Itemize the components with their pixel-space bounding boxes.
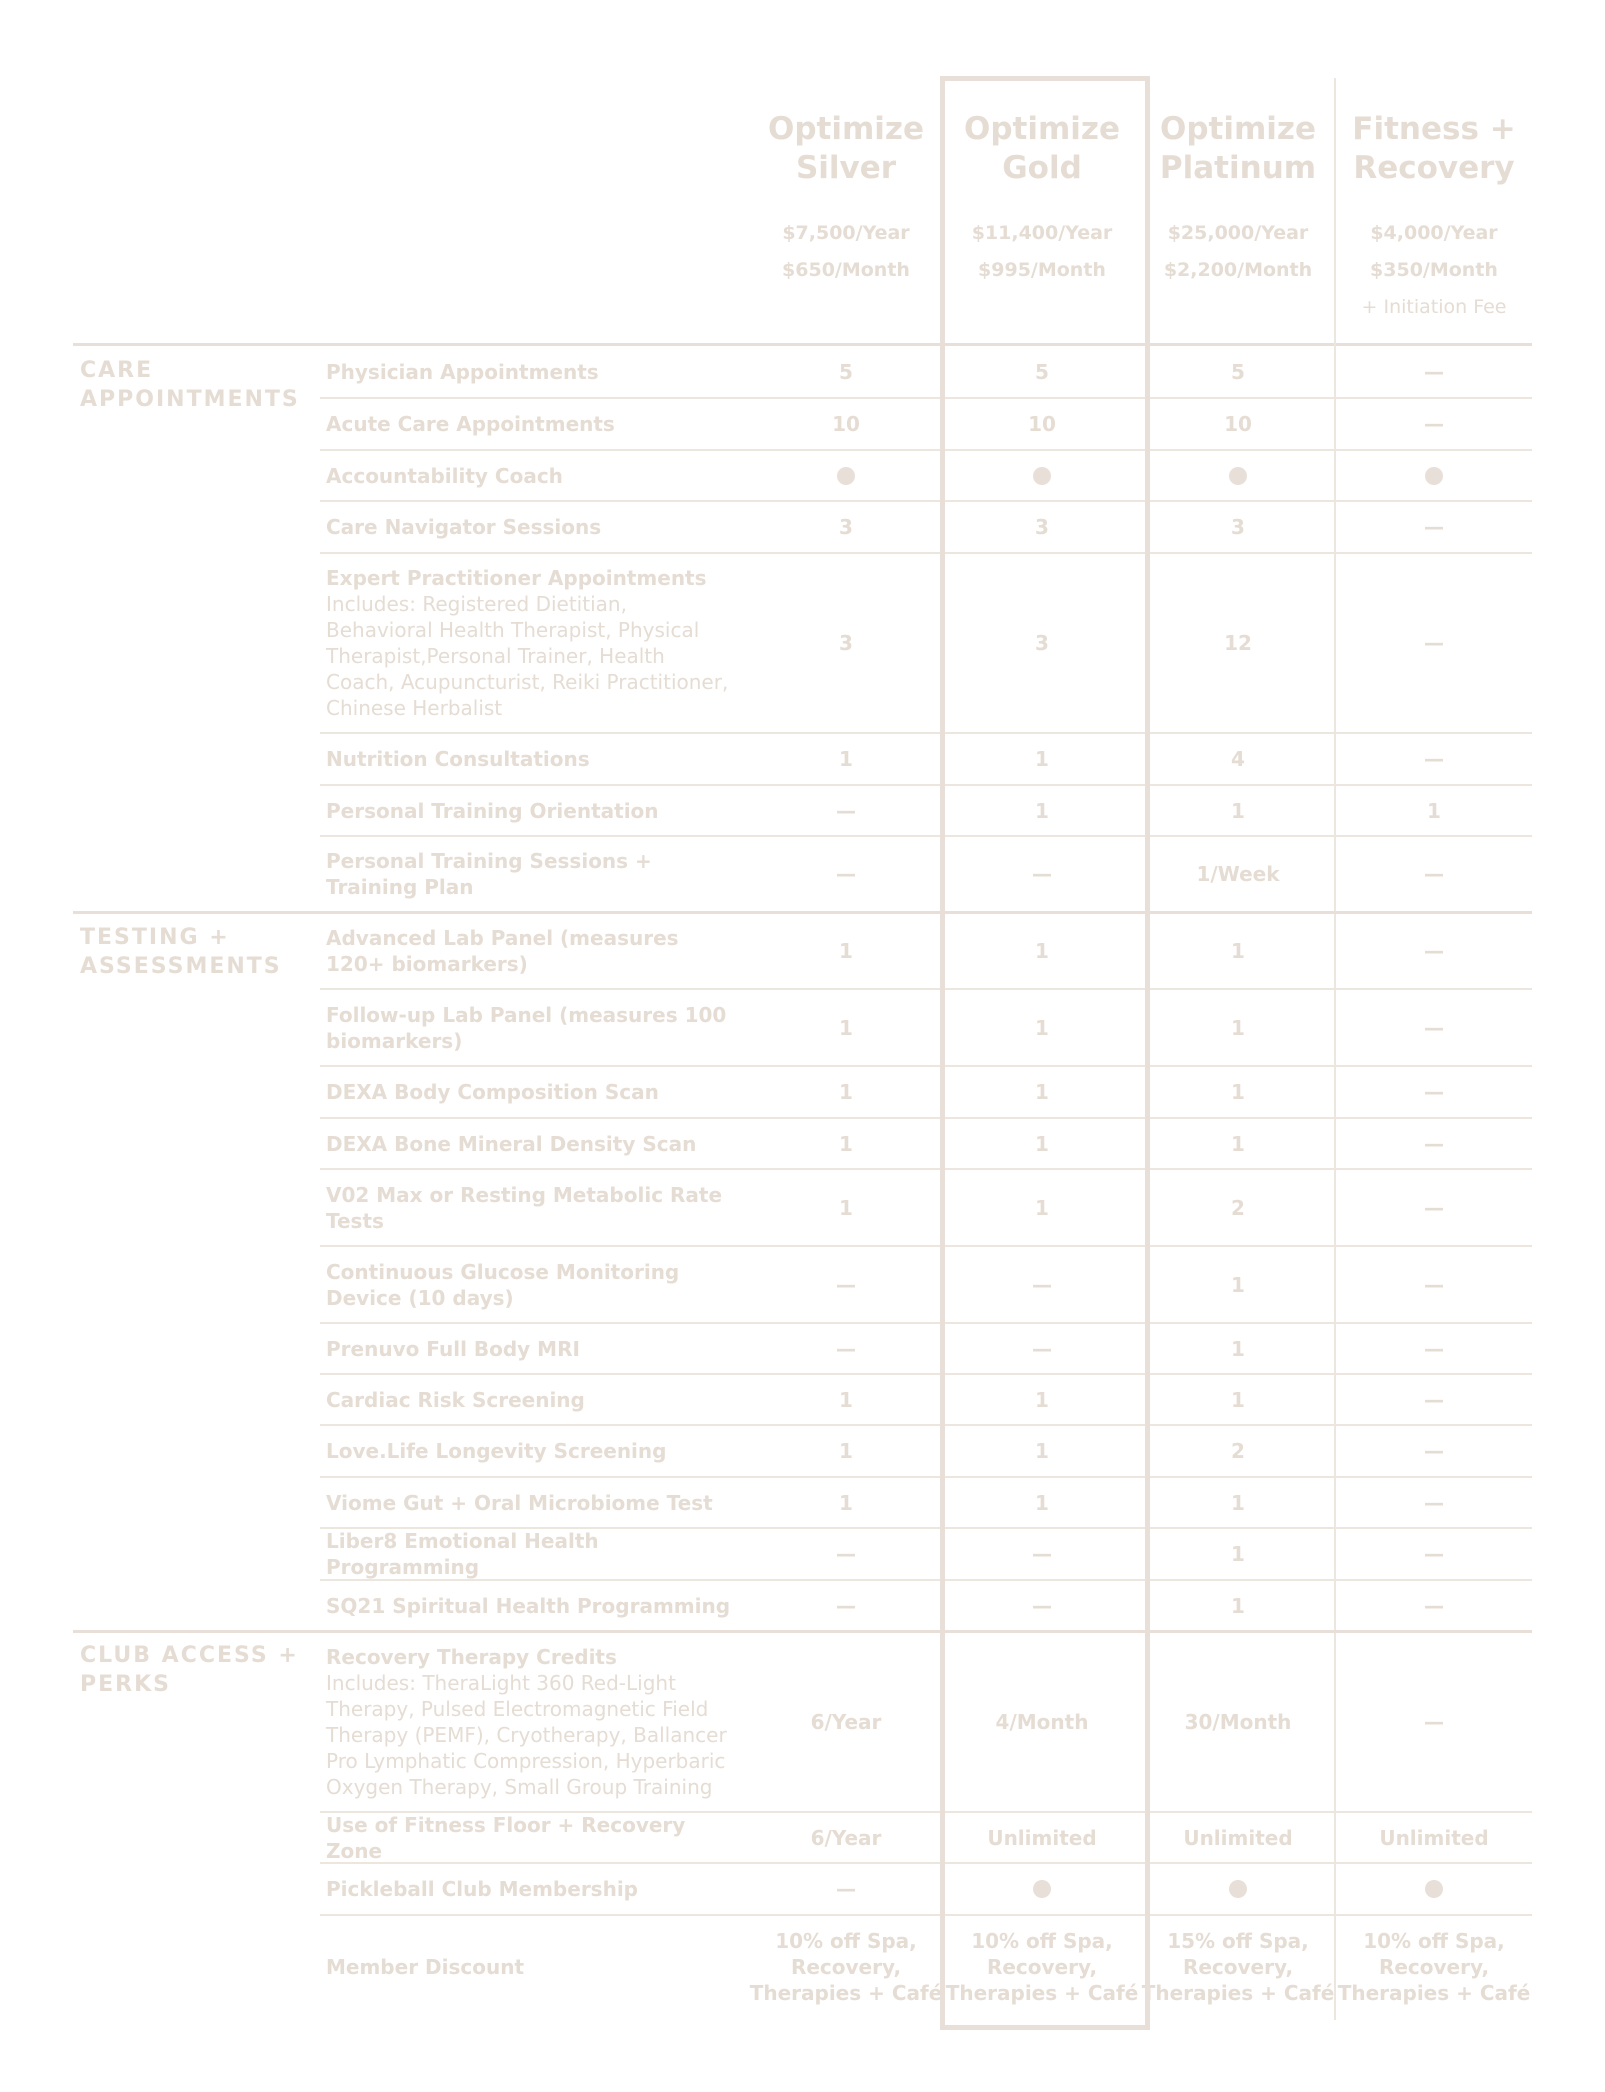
value-cell-optimize-gold: — (1032, 1542, 1052, 1566)
value-cell-optimize-platinum: 12 (1224, 631, 1252, 655)
value-cell-fitness-recovery: — (1424, 631, 1444, 655)
value-cell-optimize-platinum: 1 (1231, 1272, 1245, 1297)
section-title-testing-assessments: TESTING + ASSESSMENTS (80, 925, 282, 979)
section-title-care-appointments: CARE APPOINTMENTS (80, 358, 300, 412)
value-cell-optimize-silver: 5 (839, 360, 853, 384)
value-cell-optimize-platinum: 1 (1231, 798, 1245, 823)
value-cell-optimize-platinum: 1 (1231, 1015, 1245, 1040)
feature-name: Physician Appointments (326, 360, 599, 384)
feature-name: Personal Training Sessions + Training Plan (326, 849, 652, 899)
value-cell-optimize-silver: 1 (839, 1439, 853, 1463)
value-cell-fitness-recovery: Unlimited (1379, 1825, 1489, 1850)
value-cell-optimize-silver: — (836, 1542, 856, 1566)
value-cell-optimize-gold: 10% off Spa, Recovery, Therapies + Café (945, 1929, 1139, 2005)
feature-name: Pickleball Club Membership (326, 1877, 638, 1901)
value-cell-optimize-gold: 1 (1035, 1131, 1049, 1156)
value-cell-optimize-platinum: 1/Week (1196, 862, 1280, 886)
included-dot-icon (1425, 1880, 1443, 1898)
value-cell-optimize-silver: 1 (839, 939, 853, 963)
value-cell-fitness-recovery: — (1424, 747, 1444, 771)
section-title-club-access-perks: CLUB ACCESS + PERKS (80, 1643, 299, 1697)
value-cell-fitness-recovery (1336, 1863, 1532, 1915)
feature-row-label (326, 398, 738, 450)
feature-name: Accountability Coach (326, 463, 563, 488)
value-cell-optimize-gold: 5 (1035, 360, 1049, 384)
value-cell-optimize-platinum: 1 (1231, 1542, 1245, 1566)
value-cell-optimize-silver: 1 (839, 747, 853, 771)
value-cell-optimize-silver: 1 (839, 1195, 853, 1220)
feature-row-label (326, 1323, 738, 1374)
value-cell-optimize-platinum: 15% off Spa, Recovery, Therapies + Café (1141, 1929, 1335, 2005)
value-cell-optimize-silver: 1 (839, 1015, 853, 1040)
feature-name: Personal Training Orientation (326, 798, 659, 823)
feature-row-label (326, 785, 738, 836)
feature-description: Includes: Registered Dietitian, Behavioral Health Therapist, Physical Therapist,Personal Trainer, Health Coach, Acupuncturist, Reiki Practitioner, Chinese Herbalist (326, 592, 729, 720)
feature-row-label (326, 1863, 738, 1915)
plan-name-fitness-recovery: Fitness + Recovery (1352, 111, 1516, 186)
feature-name: Care Navigator Sessions (326, 515, 602, 539)
value-cell-optimize-platinum: 4 (1231, 747, 1245, 771)
feature-row-label (326, 553, 738, 733)
plan-name-optimize-platinum: Optimize Platinum (1159, 111, 1317, 186)
value-cell-optimize-gold: 1 (1035, 1439, 1049, 1463)
value-cell-optimize-silver: 3 (839, 515, 853, 539)
value-cell-fitness-recovery: — (1424, 412, 1444, 436)
value-cell-fitness-recovery: — (1424, 515, 1444, 539)
value-cell-fitness-recovery: 1 (1427, 798, 1441, 823)
plan-name-optimize-silver: Optimize Silver (768, 111, 924, 186)
plan-price: $650/Month (782, 259, 910, 281)
feature-name: Love.Life Longevity Screening (326, 1439, 667, 1463)
value-cell-optimize-gold: 4/Month (995, 1709, 1089, 1734)
feature-name: DEXA Bone Mineral Density Scan (326, 1131, 697, 1156)
value-cell-optimize-silver: — (836, 1877, 856, 1901)
value-cell-fitness-recovery (1336, 450, 1532, 501)
included-dot-icon (1229, 1880, 1247, 1898)
value-cell-fitness-recovery: — (1424, 1272, 1444, 1297)
value-cell-optimize-gold: — (1032, 1272, 1052, 1297)
feature-name: Liber8 Emotional Health Programming (326, 1529, 599, 1579)
feature-row-label (326, 1528, 738, 1580)
plan-price: $7,500/Year (782, 222, 910, 244)
value-cell-fitness-recovery: — (1424, 1709, 1444, 1734)
value-cell-optimize-silver: — (836, 1272, 856, 1297)
feature-row-label (326, 1374, 738, 1425)
value-cell-optimize-gold: 1 (1035, 1490, 1049, 1515)
feature-row-label (326, 1915, 738, 2019)
value-cell-fitness-recovery: — (1424, 1490, 1444, 1515)
value-cell-optimize-gold: 10 (1028, 412, 1056, 436)
value-cell-fitness-recovery: — (1424, 1131, 1444, 1156)
feature-name: Continuous Glucose Monitoring Device (10 days) (326, 1259, 680, 1310)
value-cell-optimize-gold: Unlimited (987, 1825, 1097, 1850)
plan-price: $350/Month (1370, 259, 1498, 281)
value-cell-fitness-recovery: — (1424, 1542, 1444, 1566)
value-cell-optimize-platinum: 1 (1231, 939, 1245, 963)
feature-name: Cardiac Risk Screening (326, 1387, 585, 1412)
value-cell-optimize-silver: 6/Year (810, 1825, 882, 1850)
feature-name: SQ21 Spiritual Health Programming (326, 1593, 731, 1618)
value-cell-optimize-platinum: 1 (1231, 1080, 1245, 1104)
plan-price: + Initiation Fee (1361, 296, 1507, 318)
feature-row-label (326, 1118, 738, 1169)
feature-row-label (326, 913, 738, 989)
feature-row-label (326, 733, 738, 785)
value-cell-fitness-recovery: — (1424, 939, 1444, 963)
value-cell-optimize-gold: — (1032, 1336, 1052, 1361)
feature-row-label (326, 989, 738, 1066)
value-cell-optimize-silver: 1 (839, 1080, 853, 1104)
feature-description: Includes: TheraLight 360 Red-Light Therapy, Pulsed Electromagnetic Field Therapy (PEMF), Cryotherapy, Ballancer Pro Lymphatic Compression, Hyperbaric Oxygen Therapy, Small Group Training (326, 1670, 727, 1799)
feature-name: Prenuvo Full Body MRI (326, 1336, 580, 1361)
value-cell-optimize-platinum (1140, 1863, 1336, 1915)
highlighted-plan-frame (940, 76, 1150, 2030)
feature-name: Acute Care Appointments (326, 412, 615, 436)
included-dot-icon (1425, 467, 1443, 485)
value-cell-optimize-gold: — (1032, 862, 1052, 886)
value-cell-fitness-recovery: — (1424, 1015, 1444, 1040)
value-cell-optimize-silver: — (836, 1336, 856, 1361)
value-cell-optimize-silver: 1 (839, 1131, 853, 1156)
feature-row-label (326, 1477, 738, 1528)
value-cell-optimize-gold: 1 (1035, 939, 1049, 963)
feature-name: Nutrition Consultations (326, 747, 590, 771)
value-cell-fitness-recovery: 10% off Spa, Recovery, Therapies + Café (1337, 1929, 1531, 2005)
value-cell-optimize-platinum: 10 (1224, 412, 1252, 436)
feature-name: Viome Gut + Oral Microbiome Test (326, 1490, 713, 1515)
value-cell-optimize-silver: 1 (839, 1387, 853, 1412)
value-cell-optimize-platinum: 3 (1231, 515, 1245, 539)
feature-row-label (326, 501, 738, 553)
feature-row-label (326, 1425, 738, 1477)
included-dot-icon (1229, 467, 1247, 485)
value-cell-fitness-recovery: — (1424, 360, 1444, 384)
value-cell-fitness-recovery: — (1424, 1080, 1444, 1104)
value-cell-optimize-silver: — (836, 862, 856, 886)
plan-price: $2,200/Month (1163, 259, 1313, 281)
plan-price: $11,400/Year (971, 222, 1113, 244)
value-cell-optimize-platinum: 30/Month (1184, 1709, 1292, 1734)
value-cell-fitness-recovery: — (1424, 862, 1444, 886)
feature-row-label (326, 836, 738, 912)
value-cell-optimize-platinum: 1 (1231, 1490, 1245, 1515)
value-cell-optimize-silver: — (836, 798, 856, 823)
feature-row-label (326, 1169, 738, 1246)
value-cell-optimize-silver: 1 (839, 1490, 853, 1515)
feature-row-label (326, 1812, 738, 1863)
plan-price: $995/Month (978, 259, 1106, 281)
value-cell-optimize-gold: 1 (1035, 747, 1049, 771)
value-cell-fitness-recovery: — (1424, 1439, 1444, 1463)
feature-name: Use of Fitness Floor + Recovery Zone (326, 1812, 686, 1863)
feature-name: Expert Practitioner Appointments (326, 566, 707, 590)
feature-name: DEXA Body Composition Scan (326, 1080, 659, 1104)
feature-row-label (326, 1631, 738, 1812)
value-cell-optimize-gold: 1 (1035, 1387, 1049, 1412)
value-cell-optimize-gold: 3 (1035, 515, 1049, 539)
value-cell-fitness-recovery: — (1424, 1336, 1444, 1361)
feature-row-label (326, 450, 738, 501)
value-cell-optimize-gold: 3 (1035, 631, 1049, 655)
value-cell-optimize-platinum: 1 (1231, 1593, 1245, 1618)
value-cell-optimize-platinum: 1 (1231, 1387, 1245, 1412)
value-cell-optimize-gold: 1 (1035, 1195, 1049, 1220)
feature-name: V02 Max or Resting Metabolic Rate Tests (326, 1182, 723, 1233)
value-cell-optimize-gold: 1 (1035, 798, 1049, 823)
feature-name: Recovery Therapy Credits (326, 1644, 617, 1669)
value-cell-optimize-platinum: 2 (1231, 1195, 1245, 1220)
included-dot-icon (837, 467, 855, 485)
value-cell-optimize-platinum: Unlimited (1183, 1825, 1293, 1850)
value-cell-optimize-gold: 1 (1035, 1080, 1049, 1104)
feature-row-label (326, 1246, 738, 1323)
feature-name: Follow-up Lab Panel (measures 100 biomarkers) (326, 1002, 727, 1053)
value-cell-fitness-recovery: — (1424, 1387, 1444, 1412)
value-cell-optimize-silver: 10 (832, 412, 860, 436)
value-cell-optimize-platinum: 1 (1231, 1131, 1245, 1156)
value-cell-optimize-platinum: 5 (1231, 360, 1245, 384)
value-cell-fitness-recovery: — (1424, 1195, 1444, 1220)
value-cell-optimize-silver: 3 (839, 631, 853, 655)
value-cell-fitness-recovery: — (1424, 1593, 1444, 1618)
value-cell-optimize-gold: 1 (1035, 1015, 1049, 1040)
value-cell-optimize-silver: 10% off Spa, Recovery, Therapies + Café (749, 1929, 943, 2005)
feature-name: Member Discount (326, 1955, 525, 1979)
value-cell-optimize-platinum: 2 (1231, 1439, 1245, 1463)
value-cell-optimize-silver (748, 450, 944, 501)
feature-name: Advanced Lab Panel (measures 120+ biomarkers) (326, 926, 679, 976)
feature-row-label (326, 1580, 738, 1631)
value-cell-optimize-silver: 6/Year (810, 1709, 882, 1734)
feature-row-label (326, 1066, 738, 1118)
value-cell-optimize-gold: — (1032, 1593, 1052, 1618)
plan-price: $25,000/Year (1167, 222, 1309, 244)
value-cell-optimize-platinum: 1 (1231, 1336, 1245, 1361)
plan-name-optimize-gold: Optimize Gold (964, 111, 1120, 186)
value-cell-optimize-silver: — (836, 1593, 856, 1618)
feature-row-label (326, 346, 738, 398)
value-cell-optimize-platinum (1140, 450, 1336, 501)
plan-price: $4,000/Year (1370, 222, 1498, 244)
